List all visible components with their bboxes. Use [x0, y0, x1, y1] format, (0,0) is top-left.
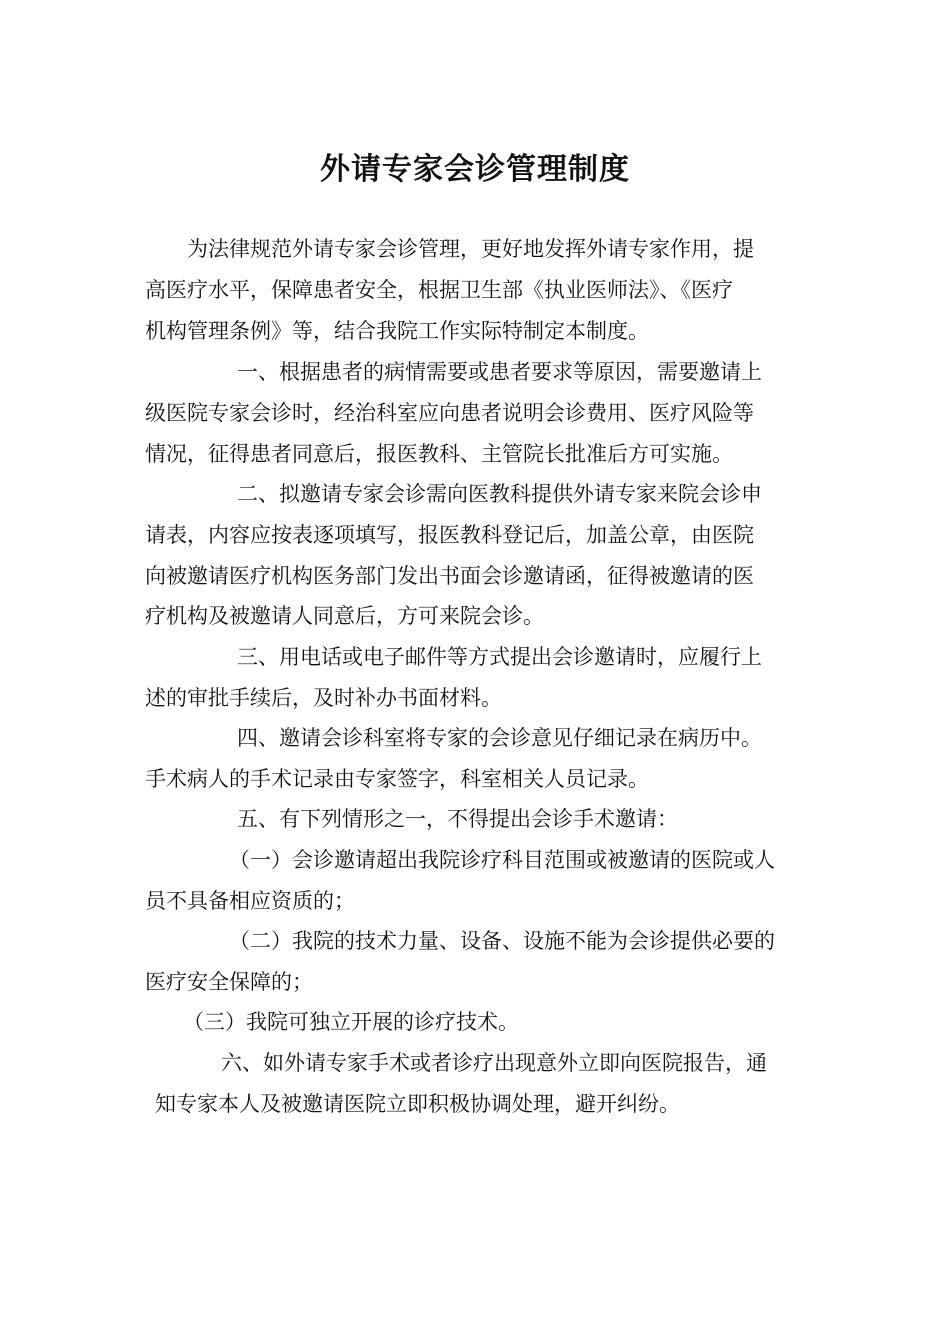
paragraph-line: 级医院专家会诊时，经治科室应向患者说明会诊费用、医疗风险等	[145, 400, 754, 425]
paragraph-clause-4	[145, 718, 815, 800]
paragraph-clause-6	[145, 1043, 815, 1125]
paragraph-line: 为法律规范外请专家会诊管理，更好地发挥外请专家作用，提	[187, 237, 754, 261]
paragraph-line: 一、根据患者的病情需要或患者要求等原因，需要邀请上	[237, 360, 762, 384]
paragraph-line: 六、如外请专家手术或者诊疗出现意外立即向医院报告，通	[221, 1051, 767, 1075]
paragraph-subclause-1	[145, 840, 815, 922]
paragraph-line: 知专家本人及被邀请医院立即积极协调处理，避开纠纷。	[155, 1091, 680, 1116]
paragraph-line: 四、邀请会诊科室将专家的会诊意见仔细记录在病历中。	[237, 726, 762, 750]
paragraph-line: 员不具备相应资质的；	[145, 888, 355, 913]
paragraph-line: （二）我院的技术力量、设备、设施不能为会诊提供必要的	[229, 929, 775, 953]
paragraph-line: 向被邀请医疗机构医务部门发出书面会诊邀请函，征得被邀请的医	[145, 563, 754, 588]
paragraph-subclause-2	[145, 921, 815, 1003]
document-title: 外请专家会诊管理制度	[320, 152, 630, 187]
paragraph-line: 请表，内容应按表逐项填写，报医教科登记后，加盖公章，由医院	[145, 522, 754, 547]
paragraph-line: 医疗安全保障的；	[145, 969, 313, 994]
paragraph-line: （一）会诊邀请超出我院诊疗科目范围或被邀请的医院或人	[229, 848, 775, 872]
paragraph-line: 机构管理条例》等，结合我院工作实际特制定本制度。	[145, 318, 649, 343]
paragraph-line: 高医疗水平，保障患者安全，根据卫生部《执业医师法》、《医疗	[145, 277, 733, 302]
paragraph-line: 手术病人的手术记录由专家签字，科室相关人员记录。	[145, 766, 649, 791]
paragraph-line: （三）我院可独立开展的诊疗技术。	[183, 1010, 519, 1034]
paragraph-line: 情况，征得患者同意后，报医教科、主管院长批准后方可实施。	[145, 441, 733, 466]
paragraph-line: 三、用电话或电子邮件等方式提出会诊邀请时，应履行上	[237, 645, 762, 669]
paragraph-clause-2	[145, 474, 815, 637]
paragraph-subclause-3	[145, 1002, 815, 1043]
paragraph-clause-3	[145, 637, 815, 719]
paragraph-line: 述的审批手续后，及时补办书面材料。	[145, 685, 502, 710]
paragraph-clause-1	[145, 352, 815, 474]
paragraph-line: 二、拟邀请专家会诊需向医教科提供外请专家来院会诊申	[237, 482, 762, 506]
paragraph-clause-5	[145, 799, 815, 840]
paragraph-line: 疗机构及被邀请人同意后，方可来院会诊。	[145, 604, 544, 629]
paragraph-preamble	[145, 229, 815, 351]
paragraph-line: 五、有下列情形之一，不得提出会诊手术邀请：	[237, 807, 678, 831]
